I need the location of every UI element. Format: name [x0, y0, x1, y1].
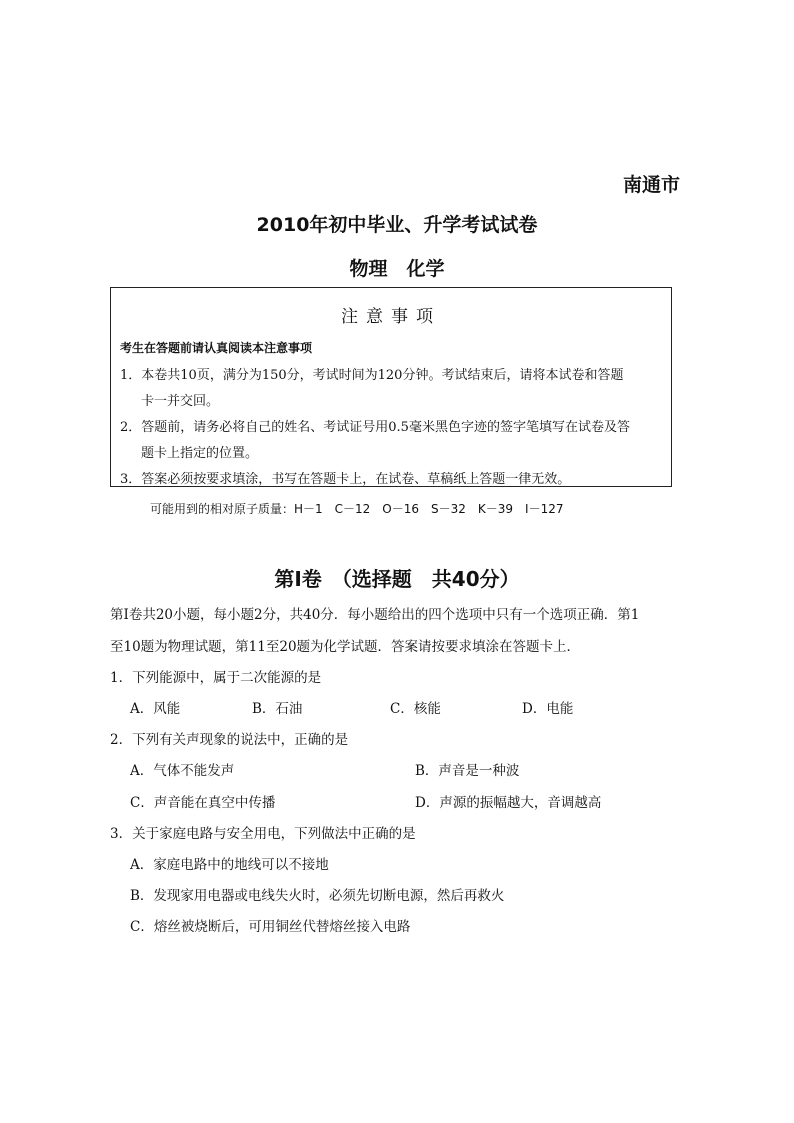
exam-city: 南通市 — [622, 174, 680, 196]
question-3-stem: 3．关于家庭电路与安全用电，下列做法中正确的是 — [110, 826, 416, 842]
notice-item-2-cont: 题卡上指定的位置。 — [141, 446, 259, 461]
question-2-option-d: D．声源的振幅越大，音调越高 — [415, 795, 602, 811]
question-3-option-c: C．熔丝被烧断后，可用铜丝代替熔丝接入电路 — [130, 919, 411, 935]
notice-item-1: 1．本卷共10页，满分为150分，考试时间为120分钟。考试结束后，请将本试卷和答题 — [120, 368, 624, 383]
question-3-option-a: A．家庭电路中的地线可以不接地 — [130, 857, 329, 873]
notice-box — [110, 287, 672, 487]
section-desc-line-2: 至10题为物理试题，第11至20题为化学试题．答案请按要求填涂在答题卡上． — [110, 639, 581, 655]
question-2-option-b: B．声音是一种波 — [415, 763, 520, 779]
notice-heading: 注意事项 — [341, 307, 441, 327]
section-heading: 第Ⅰ卷 （选择题 共40分） — [274, 567, 520, 591]
exam-title: 2010年初中毕业、升学考试试卷 — [256, 214, 538, 236]
question-1-stem: 1．下列能源中，属于二次能源的是 — [110, 670, 322, 686]
subject-title: 物理 化学 — [349, 258, 445, 280]
question-2-option-a: A．气体不能发声 — [130, 763, 235, 779]
question-2-option-c: C．声音能在真空中传播 — [130, 795, 276, 811]
notice-intro: 考生在答题前请认真阅读本注意事项 — [120, 341, 313, 355]
question-3-option-b: B．发现家用电器或电线失火时，必须先切断电源，然后再救火 — [130, 888, 505, 904]
question-2-stem: 2．下列有关声现象的说法中，正确的是 — [110, 732, 349, 748]
atomic-masses: 可能用到的相对原子质量：H－1 C－12 O－16 S－32 K－39 I－127 — [150, 502, 564, 516]
question-1-option-d: D．电能 — [522, 701, 574, 717]
question-1-option-b: B．石油 — [252, 701, 303, 717]
notice-item-2: 2．答题前，请务必将自己的姓名、考试证号用0.5毫米黑色字迹的签字笔填写在试卷及答 — [120, 420, 630, 435]
question-1-option-c: C．核能 — [390, 701, 441, 717]
notice-item-3: 3．答案必须按要求填涂，书写在答题卡上，在试卷、草稿纸上答题一律无效。 — [120, 472, 571, 487]
question-1-option-a: A．风能 — [130, 701, 181, 717]
notice-item-1-cont: 卡一并交回。 — [141, 394, 220, 409]
section-desc-line-1: 第Ⅰ卷共20小题，每小题2分，共40分．每小题给出的四个选项中只有一个选项正确．第1 — [110, 607, 640, 623]
